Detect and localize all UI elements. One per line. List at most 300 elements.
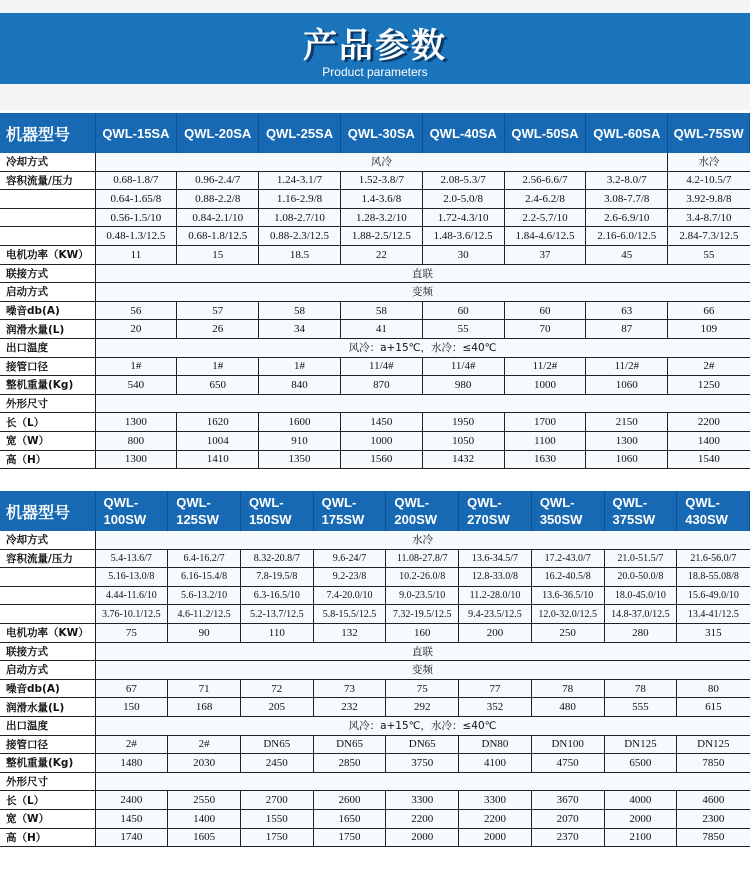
value-cell: 2300: [677, 809, 750, 828]
value-cell: 840: [259, 376, 341, 395]
value-cell: 21.0-51.5/7: [604, 549, 677, 568]
value-cell: 0.88-2.3/12.5: [259, 227, 341, 246]
model-header-cell: [95, 491, 168, 531]
model-header: QWL-100SW: [103, 495, 147, 527]
row-label: [0, 208, 95, 227]
value-cell: DN65: [386, 735, 459, 754]
row-label: 长（L）: [0, 791, 95, 810]
table-row: [0, 450, 750, 469]
row-label: 电机功率（KW）: [0, 245, 95, 264]
value-cell: 6.16-15.4/8: [168, 568, 241, 587]
table-row: [0, 623, 750, 642]
table-row: [0, 586, 750, 605]
table-row: [0, 171, 750, 190]
row-label: 高（H）: [0, 828, 95, 847]
value-cell: 5.2-13.7/12.5: [240, 605, 313, 624]
model-header-cell: [422, 113, 504, 153]
spec-table-2: [0, 491, 750, 847]
value-cell: 2#: [168, 735, 241, 754]
value-cell: 2#: [95, 735, 168, 754]
value-cell: 5.6-13.2/10: [168, 586, 241, 605]
row-label: 联接方式: [0, 264, 95, 283]
value-cell: 4.6-11.2/12.5: [168, 605, 241, 624]
table-row: [0, 605, 750, 624]
table-row: [0, 568, 750, 587]
value-cell: 2550: [168, 791, 241, 810]
row-label: 电机功率（KW）: [0, 623, 95, 642]
row-label: 接管口径: [0, 357, 95, 376]
merged-cell: 变频: [95, 661, 750, 680]
value-cell: 4.2-10.5/7: [668, 171, 750, 190]
value-cell: 1560: [340, 450, 422, 469]
table-row: [0, 791, 750, 810]
row-label: 整机重量(Kg): [0, 376, 95, 395]
value-cell: 1700: [504, 413, 586, 432]
model-header-cell: [313, 491, 386, 531]
value-cell: 9.4-23.5/12.5: [459, 605, 532, 624]
value-cell: 63: [586, 301, 668, 320]
model-header: QWL-75SW: [673, 125, 744, 141]
row-label: 宽（W）: [0, 431, 95, 450]
value-cell: 205: [240, 698, 313, 717]
value-cell: 11.2-28.0/10: [459, 586, 532, 605]
value-cell: 1.4-3.6/8: [340, 190, 422, 209]
value-cell: 11/4#: [340, 357, 422, 376]
value-cell: DN125: [604, 735, 677, 754]
table-row: [0, 376, 750, 395]
model-header: QWL-200SW: [394, 495, 438, 527]
value-cell: 18.5: [259, 245, 341, 264]
table-row: [0, 549, 750, 568]
model-header: QWL-175SW: [321, 495, 365, 527]
value-cell: 1100: [504, 431, 586, 450]
table-row: [0, 245, 750, 264]
value-cell: 3.08-7.7/8: [586, 190, 668, 209]
row-label: 外形尺寸: [0, 394, 95, 413]
table-row: [0, 772, 750, 791]
table-row: [0, 735, 750, 754]
value-cell: 315: [677, 623, 750, 642]
model-header: QWL-125SW: [176, 495, 219, 527]
table-row: [0, 661, 750, 680]
value-cell: 90: [168, 623, 241, 642]
value-cell: 540: [95, 376, 177, 395]
model-header-cell: [586, 113, 668, 153]
merged-cell: 水冷: [668, 153, 750, 171]
value-cell: 1.08-2.7/10: [259, 208, 341, 227]
value-cell: 6500: [604, 754, 677, 773]
row-label: 联接方式: [0, 642, 95, 661]
model-header: QWL-60SA: [593, 125, 661, 141]
value-cell: 1750: [313, 828, 386, 847]
value-cell: 58: [340, 301, 422, 320]
value-cell: 18.8-55.08/8: [677, 568, 750, 587]
model-header-cell: [677, 491, 750, 531]
value-cell: 870: [340, 376, 422, 395]
value-cell: 7850: [677, 828, 750, 847]
value-cell: 2850: [313, 754, 386, 773]
value-cell: 2000: [386, 828, 459, 847]
value-cell: 480: [531, 698, 604, 717]
row-label: 外形尺寸: [0, 772, 95, 791]
value-cell: 9.2-23/8: [313, 568, 386, 587]
value-cell: 2200: [459, 809, 532, 828]
row-label: [0, 586, 95, 605]
value-cell: 132: [313, 623, 386, 642]
value-cell: 1300: [95, 413, 177, 432]
value-cell: 2#: [668, 357, 750, 376]
table-row: [0, 283, 750, 302]
value-cell: 1605: [168, 828, 241, 847]
value-cell: DN125: [677, 735, 750, 754]
value-cell: 2000: [604, 809, 677, 828]
value-cell: 45: [586, 245, 668, 264]
value-cell: 1950: [422, 413, 504, 432]
value-cell: 1630: [504, 450, 586, 469]
value-cell: 4600: [677, 791, 750, 810]
value-cell: 0.68-1.8/12.5: [177, 227, 259, 246]
model-header-cell: [177, 113, 259, 153]
value-cell: 2200: [386, 809, 459, 828]
value-cell: 1004: [177, 431, 259, 450]
value-cell: 2.56-6.6/7: [504, 171, 586, 190]
value-cell: 7850: [677, 754, 750, 773]
model-header-cell: [240, 491, 313, 531]
value-cell: 109: [668, 320, 750, 339]
table-row: [0, 828, 750, 847]
model-header: QWL-20SA: [184, 125, 252, 141]
value-cell: 2070: [531, 809, 604, 828]
row-label: 润滑水量(L): [0, 320, 95, 339]
value-cell: 1#: [95, 357, 177, 376]
value-cell: 12.0-32.0/12.5: [531, 605, 604, 624]
value-cell: 4000: [604, 791, 677, 810]
table-row: [0, 227, 750, 246]
value-cell: 1.52-3.8/7: [340, 171, 422, 190]
model-label: 机器型号: [0, 113, 95, 153]
page-title: 产品参数: [303, 26, 447, 66]
value-cell: 17.2-43.0/7: [531, 549, 604, 568]
page-subtitle: Product parameters: [322, 65, 428, 79]
value-cell: 1300: [586, 431, 668, 450]
value-cell: 1.88-2.5/12.5: [340, 227, 422, 246]
model-header-cell: [340, 113, 422, 153]
value-cell: 1.48-3.6/12.5: [422, 227, 504, 246]
model-header-cell: [95, 113, 177, 153]
value-cell: 168: [168, 698, 241, 717]
value-cell: 11/2#: [504, 357, 586, 376]
value-cell: 3670: [531, 791, 604, 810]
value-cell: 5.8-15.5/12.5: [313, 605, 386, 624]
row-label: [0, 190, 95, 209]
model-header: QWL-430SW: [685, 495, 728, 527]
row-label: 噪音db(A): [0, 679, 95, 698]
value-cell: 60: [422, 301, 504, 320]
row-label: 接管口径: [0, 735, 95, 754]
value-cell: 75: [386, 679, 459, 698]
value-cell: 1.16-2.9/8: [259, 190, 341, 209]
model-header-cell: [531, 491, 604, 531]
row-label: 出口温度: [0, 338, 95, 357]
merged-cell: 直联: [95, 642, 750, 661]
row-label: 启动方式: [0, 661, 95, 680]
value-cell: 1600: [259, 413, 341, 432]
merged-cell: [95, 772, 750, 791]
value-cell: 1#: [177, 357, 259, 376]
value-cell: 555: [604, 698, 677, 717]
row-label: 长（L）: [0, 413, 95, 432]
row-label: [0, 227, 95, 246]
value-cell: 73: [313, 679, 386, 698]
model-header: QWL-350SW: [539, 495, 583, 527]
value-cell: 0.48-1.3/12.5: [95, 227, 177, 246]
value-cell: 352: [459, 698, 532, 717]
value-cell: 3.4-8.7/10: [668, 208, 750, 227]
value-cell: 2600: [313, 791, 386, 810]
value-cell: 1060: [586, 376, 668, 395]
row-label: 出口温度: [0, 716, 95, 735]
model-header: QWL-30SA: [347, 125, 415, 141]
table-row: [0, 679, 750, 698]
value-cell: 1000: [340, 431, 422, 450]
value-cell: 1620: [177, 413, 259, 432]
merged-cell: 风冷：a+15℃，水冷：≤40℃: [95, 716, 750, 735]
model-header: QWL-40SA: [429, 125, 497, 141]
table-row: [0, 357, 750, 376]
value-cell: 1540: [668, 450, 750, 469]
spec-table-1: [0, 113, 750, 469]
value-cell: 67: [95, 679, 168, 698]
table-row: [0, 153, 750, 171]
value-cell: 800: [95, 431, 177, 450]
value-cell: 13.6-36.5/10: [531, 586, 604, 605]
value-cell: 1400: [668, 431, 750, 450]
value-cell: 650: [177, 376, 259, 395]
value-cell: 13.6-34.5/7: [459, 549, 532, 568]
value-cell: 2.08-5.3/7: [422, 171, 504, 190]
merged-cell: 水冷: [95, 531, 750, 549]
model-header-cell: [504, 113, 586, 153]
value-cell: 1#: [259, 357, 341, 376]
table-row: [0, 301, 750, 320]
value-cell: 0.88-2.2/8: [177, 190, 259, 209]
table-row: [0, 431, 750, 450]
value-cell: 13.4-41/12.5: [677, 605, 750, 624]
value-cell: 1432: [422, 450, 504, 469]
value-cell: 7.8-19.5/8: [240, 568, 313, 587]
header-banner: [0, 13, 750, 84]
value-cell: 75: [95, 623, 168, 642]
table-row: [0, 208, 750, 227]
value-cell: 14.8-37.0/12.5: [604, 605, 677, 624]
value-cell: 150: [95, 698, 168, 717]
value-cell: DN65: [313, 735, 386, 754]
value-cell: 66: [668, 301, 750, 320]
value-cell: 37: [504, 245, 586, 264]
merged-cell: 风冷: [95, 153, 668, 171]
row-label: 容积流量/压力: [0, 171, 95, 190]
model-label: 机器型号: [0, 491, 95, 531]
value-cell: 16.2-40.5/8: [531, 568, 604, 587]
table-row: [0, 716, 750, 735]
value-cell: 30: [422, 245, 504, 264]
table-row: [0, 531, 750, 549]
value-cell: 2200: [668, 413, 750, 432]
value-cell: 250: [531, 623, 604, 642]
value-cell: 2.84-7.3/12.5: [668, 227, 750, 246]
value-cell: 11/2#: [586, 357, 668, 376]
value-cell: 200: [459, 623, 532, 642]
model-header: QWL-150SW: [248, 495, 292, 527]
row-label: 冷却方式: [0, 153, 95, 171]
table-row: [0, 642, 750, 661]
table-row: [0, 754, 750, 773]
row-label: 润滑水量(L): [0, 698, 95, 717]
value-cell: 2.2-5.7/10: [504, 208, 586, 227]
model-header-cell: [168, 491, 241, 531]
value-cell: 2400: [95, 791, 168, 810]
value-cell: 80: [677, 679, 750, 698]
value-cell: 3.2-8.0/7: [586, 171, 668, 190]
model-header: QWL-25SA: [265, 125, 334, 141]
row-label: 冷却方式: [0, 531, 95, 549]
table-row: [0, 413, 750, 432]
row-label: 整机重量(Kg): [0, 754, 95, 773]
value-cell: 1.28-3.2/10: [340, 208, 422, 227]
value-cell: 11/4#: [422, 357, 504, 376]
value-cell: 2100: [604, 828, 677, 847]
value-cell: 1050: [422, 431, 504, 450]
value-cell: 11.08-27.8/7: [386, 549, 459, 568]
value-cell: 2150: [586, 413, 668, 432]
value-cell: DN65: [240, 735, 313, 754]
value-cell: 910: [259, 431, 341, 450]
value-cell: 34: [259, 320, 341, 339]
value-cell: 2.0-5.0/8: [422, 190, 504, 209]
value-cell: 3.92-9.8/8: [668, 190, 750, 209]
model-header: QWL-270SW: [467, 495, 510, 527]
table-row: [0, 190, 750, 209]
model-header: QWL-375SW: [612, 495, 656, 527]
value-cell: 78: [531, 679, 604, 698]
table-row: [0, 809, 750, 828]
value-cell: 232: [313, 698, 386, 717]
value-cell: 87: [586, 320, 668, 339]
row-label: [0, 605, 95, 624]
value-cell: 2450: [240, 754, 313, 773]
value-cell: 2370: [531, 828, 604, 847]
row-label: 宽（W）: [0, 809, 95, 828]
table-row: [0, 698, 750, 717]
value-cell: 2.16-6.0/12.5: [586, 227, 668, 246]
row-label: 容积流量/压力: [0, 549, 95, 568]
value-cell: DN80: [459, 735, 532, 754]
value-cell: 58: [259, 301, 341, 320]
header-row: [0, 113, 750, 153]
value-cell: 1480: [95, 754, 168, 773]
value-cell: 3750: [386, 754, 459, 773]
merged-cell: 变频: [95, 283, 750, 302]
model-header: QWL-50SA: [511, 125, 579, 141]
value-cell: 4750: [531, 754, 604, 773]
value-cell: 1060: [586, 450, 668, 469]
row-label: [0, 568, 95, 587]
value-cell: 71: [168, 679, 241, 698]
value-cell: 0.64-1.65/8: [95, 190, 177, 209]
value-cell: 7.32-19.5/12.5: [386, 605, 459, 624]
value-cell: 1400: [168, 809, 241, 828]
value-cell: 78: [604, 679, 677, 698]
value-cell: 160: [386, 623, 459, 642]
value-cell: 110: [240, 623, 313, 642]
value-cell: DN100: [531, 735, 604, 754]
row-label: 启动方式: [0, 283, 95, 302]
value-cell: 11: [95, 245, 177, 264]
value-cell: 10.2-26.0/8: [386, 568, 459, 587]
value-cell: 15.6-49.0/10: [677, 586, 750, 605]
model-header: QWL-15SA: [102, 125, 170, 141]
value-cell: 57: [177, 301, 259, 320]
value-cell: 21.6-56.0/7: [677, 549, 750, 568]
value-cell: 41: [340, 320, 422, 339]
value-cell: 4100: [459, 754, 532, 773]
row-label: 高（H）: [0, 450, 95, 469]
value-cell: 5.16-13.0/8: [95, 568, 168, 587]
table-row: [0, 320, 750, 339]
value-cell: 1.24-3.1/7: [259, 171, 341, 190]
value-cell: 20.0-50.0/8: [604, 568, 677, 587]
value-cell: 1000: [504, 376, 586, 395]
value-cell: 15: [177, 245, 259, 264]
value-cell: 7.4-20.0/10: [313, 586, 386, 605]
model-header-cell: [604, 491, 677, 531]
value-cell: 1650: [313, 809, 386, 828]
model-header-cell: [668, 113, 750, 153]
value-cell: 20: [95, 320, 177, 339]
value-cell: 72: [240, 679, 313, 698]
value-cell: 1740: [95, 828, 168, 847]
value-cell: 70: [504, 320, 586, 339]
value-cell: 2700: [240, 791, 313, 810]
value-cell: 0.96-2.4/7: [177, 171, 259, 190]
value-cell: 5.4-13.6/7: [95, 549, 168, 568]
value-cell: 1.72-4.3/10: [422, 208, 504, 227]
value-cell: 55: [422, 320, 504, 339]
value-cell: 9.0-23.5/10: [386, 586, 459, 605]
value-cell: 1410: [177, 450, 259, 469]
value-cell: 6.4-16.2/7: [168, 549, 241, 568]
value-cell: 1300: [95, 450, 177, 469]
model-header-cell: [259, 113, 341, 153]
value-cell: 9.6-24/7: [313, 549, 386, 568]
value-cell: 6.3-16.5/10: [240, 586, 313, 605]
value-cell: 26: [177, 320, 259, 339]
value-cell: 2.4-6.2/8: [504, 190, 586, 209]
value-cell: 12.8-33.0/8: [459, 568, 532, 587]
value-cell: 77: [459, 679, 532, 698]
table-row: [0, 264, 750, 283]
merged-cell: 风冷：a+15℃，水冷：≤40℃: [95, 338, 750, 357]
value-cell: 2.6-6.9/10: [586, 208, 668, 227]
value-cell: 8.32-20.8/7: [240, 549, 313, 568]
value-cell: 1.84-4.6/12.5: [504, 227, 586, 246]
value-cell: 3300: [459, 791, 532, 810]
value-cell: 60: [504, 301, 586, 320]
value-cell: 22: [340, 245, 422, 264]
value-cell: 2000: [459, 828, 532, 847]
value-cell: 4.44-11.6/10: [95, 586, 168, 605]
value-cell: 3300: [386, 791, 459, 810]
